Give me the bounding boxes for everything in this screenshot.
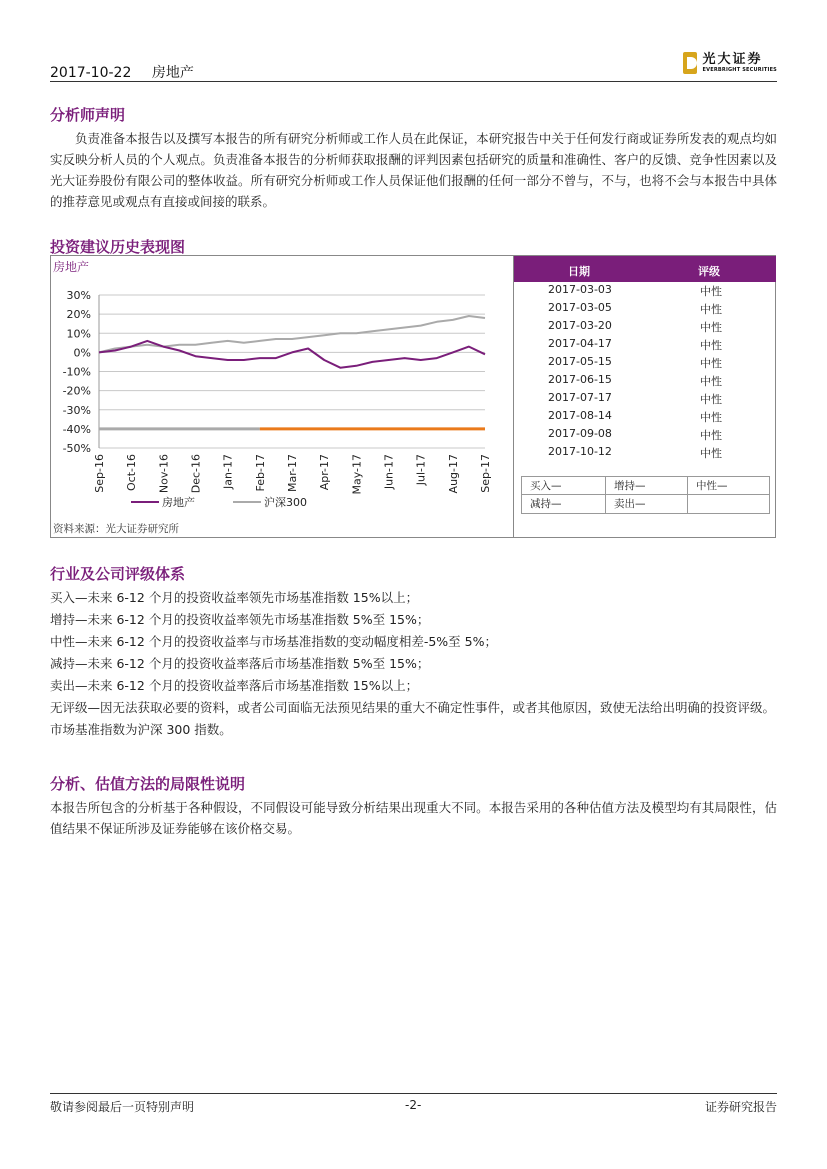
rating-value: 中性	[700, 321, 722, 334]
x-tick-label: Dec-16	[189, 454, 203, 494]
rating-value: 中性	[700, 339, 722, 352]
rating-value: 中性	[700, 285, 722, 298]
x-tick-label: Aug-17	[446, 454, 460, 494]
rating-line: 无评级—因无法获取必要的资料，或者公司面临无法预见结果的重大不确定性事件，或者其他原因，致使无法给出明确的投资评级。	[50, 700, 776, 715]
legend-label: 沪深300	[264, 496, 307, 509]
x-tick-label: Oct-16	[125, 454, 139, 491]
rating-date: 2017-08-14	[548, 409, 612, 422]
chart-source: 资料来源：光大证券研究所	[53, 523, 179, 535]
rating-value: 中性	[700, 303, 722, 316]
footer-report-type: 证券研究报告	[704, 1100, 777, 1114]
header-date: 日期	[568, 265, 590, 278]
legend-cell: 减持—	[522, 495, 606, 513]
y-tick-label: 20%	[66, 308, 91, 322]
rating-row	[514, 427, 776, 445]
rating-table-header	[514, 256, 776, 282]
x-tick-label: Jan-17	[221, 454, 235, 489]
rating-line: 卖出—未来 6-12 个月的投资收益率落后市场基准指数 15%以上；	[50, 678, 419, 693]
rating-row	[514, 445, 776, 463]
rating-date: 2017-06-15	[548, 373, 612, 386]
rating-value: 中性	[700, 357, 722, 370]
report-date: 2017-10-22	[50, 65, 132, 81]
report-category: 房地产	[151, 65, 194, 81]
rating-value: 中性	[700, 411, 722, 424]
rating-date: 2017-03-05	[548, 301, 612, 314]
x-tick-label: Apr-17	[318, 454, 332, 491]
rating-row	[514, 319, 776, 337]
y-tick-label: -30%	[62, 403, 91, 417]
rating-row	[514, 283, 776, 301]
rating-row	[514, 355, 776, 373]
analyst-statement: 负责准备本报告以及撰写本报告的所有研究分析师或工作人员在此保证，本研究报告中关于任何发行商或证券所发表的观点均如实反映分析人员的个人观点。负责准备本报告的分析师获取报酬的评判因素包括研究的质量和准确性、客户的反馈、竞争性因素以及光大证券股份有限公司的整体收益。所有研究分析师或工作人员保证他们报酬的任何一部分不曾与，不与，也将不会与本报告中具体的推荐意见或观点有直接或间接的联系。	[50, 131, 777, 209]
y-tick-label: -20%	[62, 384, 91, 398]
rating-row	[514, 301, 776, 319]
page-number: -2-	[405, 1098, 422, 1112]
y-tick-label: 30%	[66, 289, 91, 302]
rating-row	[514, 373, 776, 391]
rating-line: 减持—未来 6-12 个月的投资收益率落后市场基准指数 5%至 15%；	[50, 656, 430, 671]
rating-definitions	[50, 587, 777, 741]
y-tick-label: -40%	[62, 422, 91, 436]
y-tick-label: -50%	[62, 442, 91, 455]
rating-date: 2017-03-20	[548, 319, 612, 332]
x-tick-label: Jun-17	[382, 454, 396, 490]
series-line	[99, 316, 485, 352]
series-line	[99, 341, 485, 368]
rating-date: 2017-10-12	[548, 445, 612, 458]
limitations-text: 本报告所包含的分析基于各种假设，不同假设可能导致分析结果出现重大不同。本报告采用的各种估值方法及模型均有其局限性，估值结果不保证所涉及证券能够在该价格交易。	[50, 800, 777, 836]
rating-value: 中性	[700, 447, 722, 460]
rating-date: 2017-05-15	[548, 355, 612, 368]
rating-value: 中性	[700, 375, 722, 388]
section-title-limitations: 分析、估值方法的局限性说明	[50, 775, 246, 793]
header-rating: 评级	[698, 265, 720, 278]
footer-disclaimer: 敬请参阅最后一页特别声明	[50, 1100, 195, 1114]
rating-date: 2017-03-03	[548, 283, 612, 296]
rating-line: 增持—未来 6-12 个月的投资收益率领先市场基准指数 5%至 15%；	[50, 612, 430, 627]
footer-rule	[50, 1093, 777, 1094]
logo-en: EVERBRIGHT SECURITIES	[702, 67, 777, 73]
logo-icon	[683, 52, 697, 74]
header-meta	[50, 62, 210, 82]
x-tick-label: Sep-16	[93, 454, 106, 493]
brand-logo	[683, 52, 777, 74]
chart-panel-label: 房地产	[53, 260, 90, 274]
x-tick-label: Mar-17	[286, 454, 299, 493]
rating-row	[514, 337, 776, 355]
y-tick-label: 10%	[66, 327, 91, 341]
performance-chart	[51, 270, 511, 520]
rating-row	[514, 391, 776, 409]
rating-line: 买入—未来 6-12 个月的投资收益率领先市场基准指数 15%以上；	[50, 590, 419, 605]
rating-date: 2017-04-17	[548, 337, 612, 350]
y-tick-label: 0%	[73, 346, 91, 360]
rating-row	[514, 409, 776, 427]
legend-cell	[688, 495, 769, 513]
x-tick-label: Sep-17	[479, 454, 492, 493]
section-title-rating-system: 行业及公司评级体系	[50, 565, 186, 583]
x-tick-label: Nov-16	[157, 454, 171, 494]
rating-value: 中性	[700, 393, 722, 406]
x-tick-label: Jul-17	[414, 454, 428, 486]
section-title-analyst: 分析师声明	[50, 106, 126, 124]
rating-value: 中性	[700, 429, 722, 442]
rating-line: 市场基准指数为沪深 300 指数。	[50, 722, 232, 737]
logo-cn: 光大证券	[702, 52, 763, 67]
legend-label: 房地产	[162, 496, 195, 509]
header-rule	[50, 81, 777, 82]
x-tick-label: May-17	[350, 454, 364, 495]
rating-line: 中性—未来 6-12 个月的投资收益率与市场基准指数的变动幅度相差-5%至 5%；	[50, 634, 497, 649]
legend-cell: 中性—	[688, 477, 769, 495]
rating-legend	[521, 476, 770, 514]
rating-date: 2017-07-17	[548, 391, 612, 404]
legend-cell: 买入—	[522, 477, 606, 495]
legend-cell: 卖出—	[606, 495, 688, 513]
y-tick-label: -10%	[62, 365, 91, 379]
x-tick-label: Feb-17	[253, 454, 267, 492]
legend-cell: 增持—	[606, 477, 688, 495]
section-title-history: 投资建议历史表现图	[50, 238, 186, 256]
rating-date: 2017-09-08	[548, 427, 612, 440]
